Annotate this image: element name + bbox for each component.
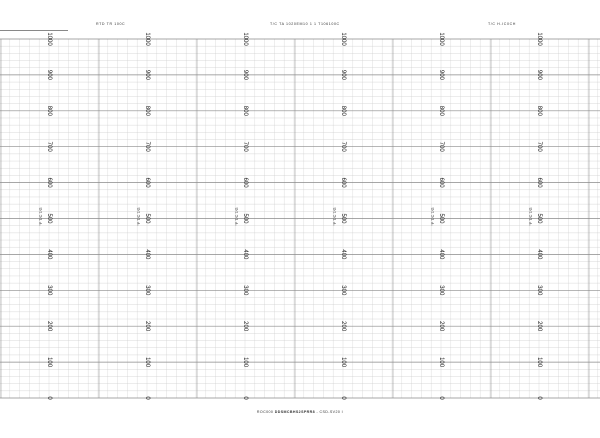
scale-label: 500: [340, 213, 346, 224]
scale-label: 900: [536, 69, 542, 80]
scale-label: 400: [242, 249, 248, 260]
scale-label: 800: [340, 105, 346, 116]
footer-part-number: [0, 410, 600, 414]
scale-unit-label: °F T/C 7/G: [333, 207, 337, 226]
scale-label: 600: [340, 177, 346, 188]
scale-label: 400: [46, 249, 52, 260]
scale-label: 100: [46, 357, 52, 368]
scale-label: 700: [536, 141, 542, 152]
scale-label: 800: [242, 105, 248, 116]
scale-label: 0: [242, 396, 248, 400]
scale-label: 200: [438, 321, 444, 332]
scale-label: 800: [536, 105, 542, 116]
scale-label: 1000: [242, 32, 248, 46]
header-center: T/C TA 1020EM10 1 1 T106100C: [270, 22, 340, 26]
scale-label: 200: [46, 321, 52, 332]
scale-unit-label: °F T/C 7/G: [137, 207, 141, 226]
scale-label: 400: [536, 249, 542, 260]
scale-label: 500: [536, 213, 542, 224]
scale-label: 600: [46, 177, 52, 188]
header-right: T/C H-IC0CH: [488, 22, 516, 26]
scale-unit-label: °F T/C 7/G: [39, 207, 43, 226]
scale-unit-label: °F T/C 7/G: [529, 207, 533, 226]
scale-label: 400: [144, 249, 150, 260]
scale-label: 700: [242, 141, 248, 152]
scale-label: 400: [438, 249, 444, 260]
scale-label: 200: [242, 321, 248, 332]
footer-suffix: - CSD-SV20 I: [316, 410, 344, 414]
scale-label: 800: [438, 105, 444, 116]
scale-label: 300: [438, 285, 444, 296]
scale-label: 500: [438, 213, 444, 224]
scale-label: 0: [340, 396, 346, 400]
scale-label: 100: [438, 357, 444, 368]
scale-label: 200: [144, 321, 150, 332]
scale-unit-label: °F T/C 7/G: [235, 207, 239, 226]
footer-part: DDSMCBHS2SPRR8: [274, 410, 316, 414]
scale-unit-label: °F T/C 7/G: [431, 207, 435, 226]
scale-label: 500: [144, 213, 150, 224]
scale-label: 200: [340, 321, 346, 332]
scale-label: 400: [340, 249, 346, 260]
scale-label: 600: [242, 177, 248, 188]
scale-label: 700: [46, 141, 52, 152]
scale-label: 100: [536, 357, 542, 368]
scale-label: 0: [46, 396, 52, 400]
scale-label: 1000: [340, 32, 346, 46]
scale-label: 800: [144, 105, 150, 116]
scale-label: 200: [536, 321, 542, 332]
scale-label: 900: [242, 69, 248, 80]
scale-label: 700: [144, 141, 150, 152]
scale-label: 0: [438, 396, 444, 400]
scale-label: 700: [438, 141, 444, 152]
scale-label: 100: [144, 357, 150, 368]
scale-label: 900: [438, 69, 444, 80]
scale-label: 1000: [536, 32, 542, 46]
scale-label: 600: [144, 177, 150, 188]
scale-label: 900: [46, 69, 52, 80]
footer-prefix: ROC000: [256, 410, 274, 414]
scale-label: 300: [536, 285, 542, 296]
scale-label: 300: [46, 285, 52, 296]
scale-label: 800: [46, 105, 52, 116]
scale-label: 500: [46, 213, 52, 224]
scale-label: 300: [340, 285, 346, 296]
scale-label: 600: [536, 177, 542, 188]
scale-label: 100: [242, 357, 248, 368]
scale-label: 900: [340, 69, 346, 80]
scale-label: 100: [340, 357, 346, 368]
scale-label: 700: [340, 141, 346, 152]
scale-label: 1000: [438, 32, 444, 46]
scale-label: 0: [536, 396, 542, 400]
scale-label: 900: [144, 69, 150, 80]
scale-label: 500: [242, 213, 248, 224]
scale-label: 1000: [144, 32, 150, 46]
scale-label: 300: [242, 285, 248, 296]
header-left: RTD TR 100C: [96, 22, 126, 26]
scale-label: 600: [438, 177, 444, 188]
scale-label: 0: [144, 396, 150, 400]
scale-label: 1000: [46, 32, 52, 46]
scale-label: 300: [144, 285, 150, 296]
